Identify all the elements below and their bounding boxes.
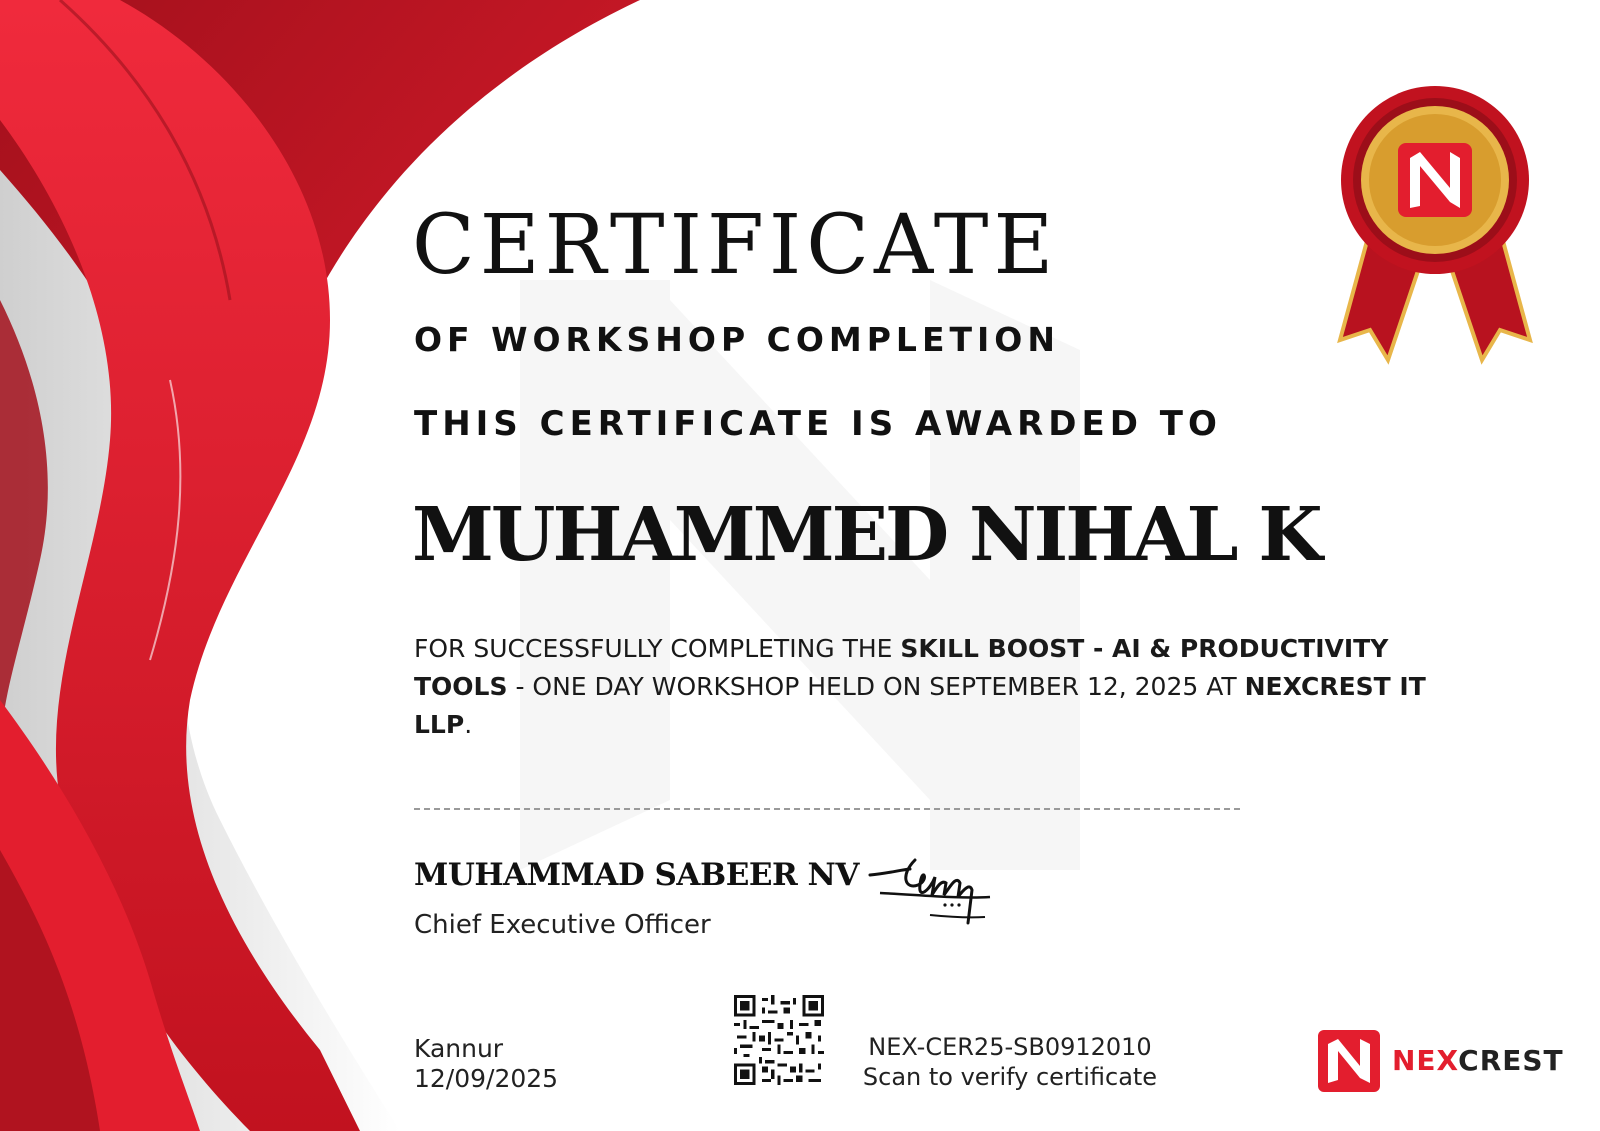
brand-name-nex: NEX [1392, 1044, 1459, 1077]
signature-icon [860, 855, 1010, 935]
issue-date: 12/09/2025 [414, 1064, 559, 1093]
divider [414, 808, 1240, 810]
award-ribbon-icon [1330, 80, 1540, 370]
workshop-name: SKILL BOOST - AI & PRODUCTIVITY TOOLS [414, 634, 1389, 701]
certificate-title: CERTIFICATE [412, 198, 1059, 293]
certificate-id: NEX-CER25-SB0912010 [868, 1033, 1152, 1061]
brand-name [1392, 1044, 1564, 1077]
organization-name: NEXCREST IT LLP [414, 672, 1426, 739]
awarded-to-label: THIS CERTIFICATE IS AWARDED TO [414, 404, 1222, 444]
certificate-description [414, 630, 1464, 744]
verify-instruction: Scan to verify certificate [862, 1063, 1158, 1091]
description-text: FOR SUCCESSFULLY COMPLETING THE [414, 634, 901, 663]
issue-place: Kannur [414, 1034, 504, 1063]
recipient-name: MUHAMMED NIHAL K [412, 492, 1320, 578]
nexcrest-logo-icon [1318, 1030, 1380, 1092]
description-text: - ONE DAY WORKSHOP HELD ON SEPTEMBER 12, 2025 AT [507, 672, 1245, 701]
description-text: . [464, 710, 473, 739]
qr-code-icon [734, 995, 824, 1085]
signer-name: MUHAMMAD SABEER NV [414, 857, 859, 893]
certificate-subtitle: OF WORKSHOP COMPLETION [414, 320, 1060, 359]
brand-name-crest: CREST [1458, 1044, 1564, 1077]
signer-title: Chief Executive Officer [414, 910, 711, 940]
